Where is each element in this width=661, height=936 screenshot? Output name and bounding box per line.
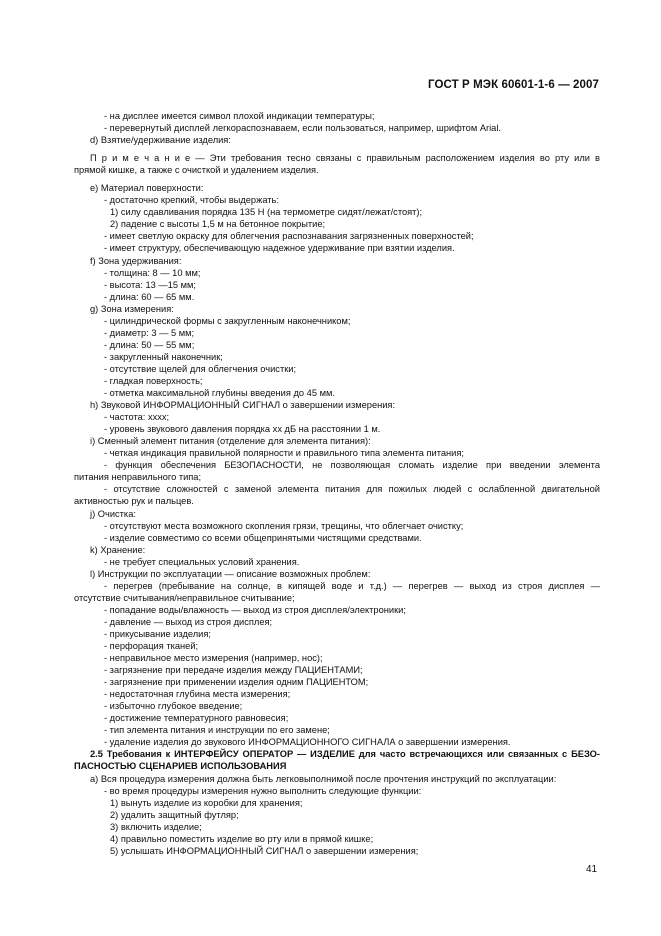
text-line: - закругленный наконечник; xyxy=(104,351,223,362)
text-line: - четкая индикация правильной полярности и правильного типа элемента питания; xyxy=(104,448,464,459)
list-item-l: l) Инструкции по эксплуатации — описание возможных проблем: xyxy=(90,568,371,579)
text-line: 3) включить изделие; xyxy=(110,821,202,832)
text-line: - прикусывание изделия; xyxy=(104,628,211,639)
section-heading: 2.5 Требования к ИНТЕРФЕЙСУ ОПЕРАТОР — ИЗДЕЛИЕ для часто встречающихся или связанных с БЕЗО- xyxy=(90,749,600,760)
list-item-a: a) Вся процедура измерения должна быть легковыполнимой после прочтения инструкций по эксплуатации: xyxy=(90,773,557,784)
list-item-d: d) Взятие/удерживание изделия: xyxy=(90,135,231,146)
list-item-f: f) Зона удерживания: xyxy=(90,255,182,266)
list-item-g: g) Зона измерения: xyxy=(90,303,174,314)
text-line: - достижение температурного равновесия; xyxy=(104,713,289,724)
text-line: питания неправильного типа; xyxy=(74,472,202,483)
text-line: - диаметр: 3 — 5 мм; xyxy=(104,327,195,338)
text-line: 2) падение с высоты 1,5 м на бетонное покрытие; xyxy=(110,219,326,230)
text-line: - неправильное место измерения (например, нос); xyxy=(104,653,323,664)
text-line: - функция обеспечения БЕЗОПАСНОСТИ, не позволяющая сломать изделие при введении элемента xyxy=(104,460,600,471)
text-line: - удаление изделия до звукового ИНФОРМАЦИОННОГО СИГНАЛА о завершении измерения. xyxy=(104,737,511,748)
text-line: - перевернутый дисплей легкораспознаваем, если пользоваться, например, шрифтом Arial. xyxy=(104,123,502,134)
text-line: - попадание воды/влажность — выход из строя дисплея/электроники; xyxy=(104,604,406,615)
text-line: - гладкая поверхность; xyxy=(104,375,203,386)
text-line: - тип элемента питания и инструкции по его замене; xyxy=(104,725,330,736)
page-number: 41 xyxy=(586,864,598,875)
text-line: - отсутствуют места возможного скопления грязи, трещины, что облегчает очистку; xyxy=(104,520,464,531)
text-line: - перегрев (пребывание на солнце, в кипящей воде и т.д.) — перегрев — выход из строя дисплея — xyxy=(104,580,600,591)
text-line: 4) правильно поместить изделие во рту или в прямой кишке; xyxy=(110,833,374,844)
text-line: 1) силу сдавливания порядка 135 Н (на термометре сидят/лежат/стоят); xyxy=(110,207,423,218)
document-body xyxy=(74,110,600,857)
text-line: 5) услышать ИНФОРМАЦИОННЫЙ СИГНАЛ о завершении измерения; xyxy=(110,845,419,856)
text-line: - уровень звукового давления порядка хх дБ на расстоянии 1 м. xyxy=(104,424,381,435)
text-line: - загрязнение при применении изделия одним ПАЦИЕНТОМ; xyxy=(104,677,369,688)
text-line: - имеет светлую окраску для облегчения распознавания загрязненных поверхностей; xyxy=(104,231,474,242)
text-line: - цилиндрической формы с закругленным наконечником; xyxy=(104,315,351,326)
text-line: - давление — выход из строя дисплея; xyxy=(104,616,273,627)
text-line: - не требует специальных условий хранения. xyxy=(104,556,300,567)
text-line: - на дисплее имеется символ плохой индикации температуры; xyxy=(104,111,375,121)
section-heading: ПАСНОСТЬЮ СЦЕНАРИЕВ ИСПОЛЬЗОВАНИЯ xyxy=(74,761,287,772)
text-line: - длина: 50 — 55 мм; xyxy=(104,339,195,350)
text-line: - частота: хххх; xyxy=(104,412,170,423)
text-line: - отсутствие сложностей с заменой элемента питания для пожилых людей с ослабленной двигательной xyxy=(104,484,600,495)
text-line: - изделие совместимо со всеми общепринятыми чистящими средствами. xyxy=(104,532,422,543)
list-item-e: e) Материал поверхности: xyxy=(90,183,204,194)
text-line: - перфорация тканей; xyxy=(104,641,199,652)
text-line: - длина: 60 — 65 мм. xyxy=(104,291,195,302)
text-line: - во время процедуры измерения нужно выполнить следующие функции: xyxy=(104,785,422,796)
text-line: - избыточно глубокое введение; xyxy=(104,701,243,712)
text-line: - достаточно крепкий, чтобы выдержать: xyxy=(104,195,279,206)
text-line: - отметка максимальной глубины введения до 45 мм. xyxy=(104,388,335,399)
list-item-k: k) Хранение: xyxy=(90,544,146,555)
text-line: - отсутствие щелей для облегчения очистки; xyxy=(104,363,297,374)
text-line: 2) удалить защитный футляр; xyxy=(110,809,239,820)
standard-header: ГОСТ Р МЭК 60601-1-6 — 2007 xyxy=(428,79,599,91)
list-item-i: i) Сменный элемент питания (отделение для элемента питания): xyxy=(90,436,371,447)
text-line: - имеет структуру, обеспечивающую надежное удерживание при взятии изделия. xyxy=(104,243,455,254)
text-line: отсутствие считывания/неправильное считывание; xyxy=(74,592,295,603)
text-line: активностью рук и пальцев. xyxy=(74,496,194,507)
text-line: - загрязнение при передаче изделия между ПАЦИЕНТАМИ; xyxy=(104,665,363,676)
note-line: П р и м е ч а н и е — Эти требования тесно связаны с правильным расположением изделия во рту или в xyxy=(90,153,600,164)
list-item-h: h) Звуковой ИНФОРМАЦИОННЫЙ СИГНАЛ о завершении измерения: xyxy=(90,400,396,411)
list-item-j: j) Очистка: xyxy=(90,508,136,519)
text-line: - недостаточная глубина места измерения; xyxy=(104,689,291,700)
note-line: прямой кишке, а также с очисткой и удалением изделия. xyxy=(74,165,319,176)
text-line: 1) вынуть изделие из коробки для хранения; xyxy=(110,797,303,808)
text-line: - высота: 13 —15 мм; xyxy=(104,279,197,290)
text-line: - толщина: 8 — 10 мм; xyxy=(104,267,201,278)
